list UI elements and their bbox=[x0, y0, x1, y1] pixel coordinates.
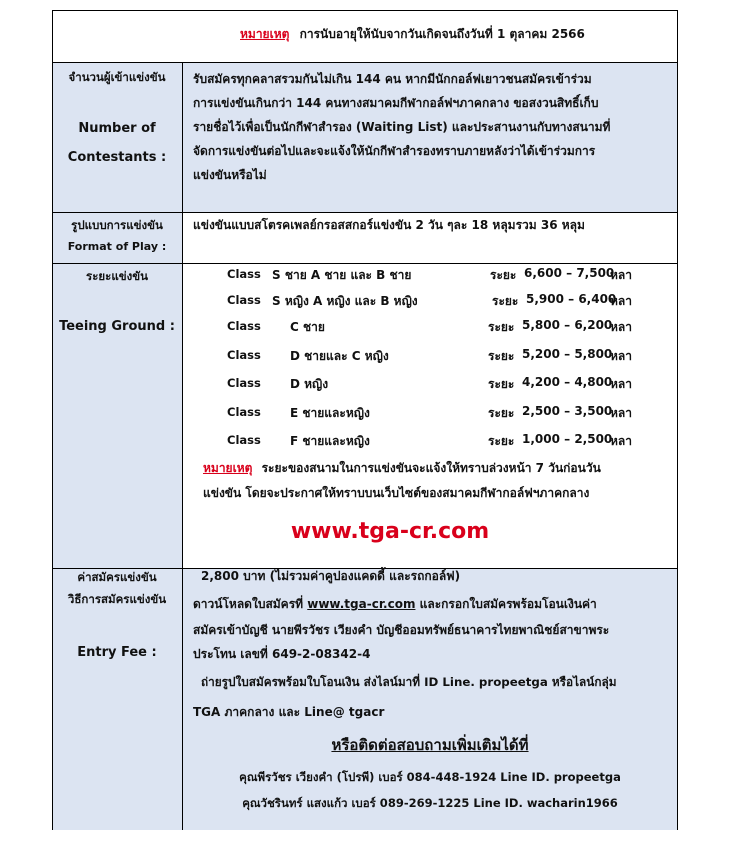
tee-range-word: ระยะ bbox=[488, 406, 515, 420]
tee-name: E ชายและหญิง bbox=[290, 406, 370, 420]
format-label-en: Format of Play : bbox=[67, 240, 167, 253]
tee-class-word: Class bbox=[227, 267, 261, 281]
tee-class-word: Class bbox=[227, 433, 261, 447]
tee-range-word: ระยะ bbox=[488, 320, 515, 334]
contestants-line-1: รับสมัครทุกคลาสรวมกันไม่เกิน 144 คน หากมีนักกอล์ฟเยาวชนสมัครเข้าร่วม bbox=[193, 72, 592, 86]
tee-name: D หญิง bbox=[290, 377, 329, 391]
fee-line-3: สมัครเข้าบัญชี นายพีรวัชร เวียงคำ บัญชีออมทรัพย์ธนาคารไทยพาณิชย์สาขาพระ bbox=[193, 623, 610, 637]
teeing-note-line-1 bbox=[203, 459, 601, 478]
teeing-label-en: Teeing Ground : bbox=[59, 319, 175, 334]
website-banner[interactable]: www.tga-cr.com bbox=[290, 519, 490, 544]
tee-distance: 6,600 – 7,500 bbox=[524, 266, 615, 280]
teeing-note-line-2: แข่งขัน โดยจะประกาศให้ทราบบนเว็บไซต์ของสมาคมกีฬากอล์ฟฯภาคกลาง bbox=[203, 486, 590, 500]
tee-class-word: Class bbox=[227, 319, 261, 333]
tee-unit: หลา bbox=[610, 320, 633, 334]
teeing-note-text-1: ระยะของสนามในการแข่งขันจะแจ้งให้ทราบล่วงหน้า 7 วันก่อนวัน bbox=[261, 461, 601, 475]
fee-label-th-2: วิธีการสมัครแข่งขัน bbox=[67, 592, 167, 606]
tee-class-word: Class bbox=[227, 293, 261, 307]
contestants-label-th: จำนวนผู้เข้าแข่งขัน bbox=[68, 70, 166, 84]
tee-name: S ชาย A ชาย และ B ชาย bbox=[272, 268, 412, 282]
note-text: การนับอายุให้นับจากวันเกิดจนถึงวันที่ 1 ตุลาคม 2566 bbox=[299, 27, 585, 41]
contestants-line-2: การแข่งขันเกินกว่า 144 คนทางสมาคมกีฬากอล์ฟฯภาคกลาง ขอสงวนสิทธิ์เก็บ bbox=[193, 96, 599, 110]
tee-class-word: Class bbox=[227, 376, 261, 390]
fee-label-th-1: ค่าสมัครแข่งขัน bbox=[77, 570, 157, 584]
contact-heading: หรือติดต่อสอบถามเพิ่มเติมได้ที่ bbox=[331, 736, 529, 754]
fee-line-5: ถ่ายรูปใบสมัครพร้อมใบโอนเงิน ส่งไลน์มาที่ ID Line. propeetga หรือไลน์กลุ่ม bbox=[201, 675, 617, 689]
tee-distance: 5,900 – 6,400 bbox=[526, 292, 617, 306]
tee-distance: 1,000 – 2,500 bbox=[522, 432, 613, 446]
tee-unit: หลา bbox=[610, 406, 633, 420]
fee-line-1: 2,800 บาท (ไม่รวมค่าคูปองแคดดี้ และรถกอล์ฟ) bbox=[201, 569, 461, 583]
format-text: แข่งขันแบบสโตรคเพลย์กรอสสกอร์แข่งขัน 2 วัน ๆละ 18 หลุมรวม 36 หลุม bbox=[193, 218, 585, 232]
tee-class-word: Class bbox=[227, 348, 261, 362]
fee-label-en: Entry Fee : bbox=[77, 645, 157, 660]
teeing-note-label: หมายเหตุ bbox=[203, 461, 253, 475]
teeing-label-th: ระยะแข่งขัน bbox=[86, 269, 148, 283]
tee-distance: 5,800 – 6,200 bbox=[522, 318, 613, 332]
tee-unit: หลา bbox=[610, 349, 633, 363]
tee-range-word: ระยะ bbox=[490, 268, 517, 282]
tee-unit: หลา bbox=[610, 294, 633, 308]
fee-line-6: TGA ภาคกลาง และ Line@ tgacr bbox=[193, 705, 385, 719]
contestants-line-4: จัดการแข่งขันต่อไปและจะแจ้งให้นักกีฬาสำรองทราบภายหลังว่าได้เข้าร่วมการ bbox=[193, 144, 596, 158]
tee-distance: 2,500 – 3,500 bbox=[522, 404, 613, 418]
tee-name: S หญิง A หญิง และ B หญิง bbox=[272, 294, 418, 308]
contestants-line-5: แข่งขันหรือไม่ bbox=[193, 168, 267, 182]
note-line bbox=[240, 25, 585, 44]
tee-class-word: Class bbox=[227, 405, 261, 419]
tee-range-word: ระยะ bbox=[488, 377, 515, 391]
fee-line-2 bbox=[193, 595, 597, 614]
tee-distance: 5,200 – 5,800 bbox=[522, 347, 613, 361]
tee-unit: หลา bbox=[610, 268, 633, 282]
format-label-th: รูปแบบการแข่งขัน bbox=[71, 218, 163, 232]
download-link[interactable]: www.tga-cr.com bbox=[307, 597, 416, 611]
fee-line-2-pre: ดาวน์โหลดใบสมัครที่ bbox=[193, 597, 308, 611]
tee-unit: หลา bbox=[610, 434, 633, 448]
contestants-line-3: รายชื่อไว้เพื่อเป็นนักกีฬาสำรอง (Waiting List) และประสานงานกับทางสนามที่ bbox=[193, 120, 611, 134]
tee-unit: หลา bbox=[610, 377, 633, 391]
tee-range-word: ระยะ bbox=[488, 434, 515, 448]
tee-name: F ชายและหญิง bbox=[290, 434, 370, 448]
contact-line-1: คุณพีรวัชร เวียงคำ (โปรพี) เบอร์ 084-448-1924 Line ID. propeetga bbox=[239, 770, 621, 784]
tee-range-word: ระยะ bbox=[488, 349, 515, 363]
note-label: หมายเหตุ bbox=[240, 27, 290, 41]
fee-line-4: ประโทน เลขที่ 649-2-08342-4 bbox=[193, 647, 371, 661]
contestants-label-en-1: Number of bbox=[78, 121, 156, 136]
fee-line-2-post: และกรอกใบสมัครพร้อมโอนเงินค่า bbox=[415, 597, 597, 611]
tee-name: C ชาย bbox=[290, 320, 325, 334]
contact-line-2: คุณวัชรินทร์ แสงแก้ว เบอร์ 089-269-1225 Line ID. wacharin1966 bbox=[242, 796, 618, 810]
teeing-label-cell bbox=[53, 264, 183, 568]
tee-name: D ชายและ C หญิง bbox=[290, 349, 389, 363]
tee-range-word: ระยะ bbox=[492, 294, 519, 308]
contestants-label-en-2: Contestants : bbox=[67, 150, 167, 165]
tee-distance: 4,200 – 4,800 bbox=[522, 375, 613, 389]
